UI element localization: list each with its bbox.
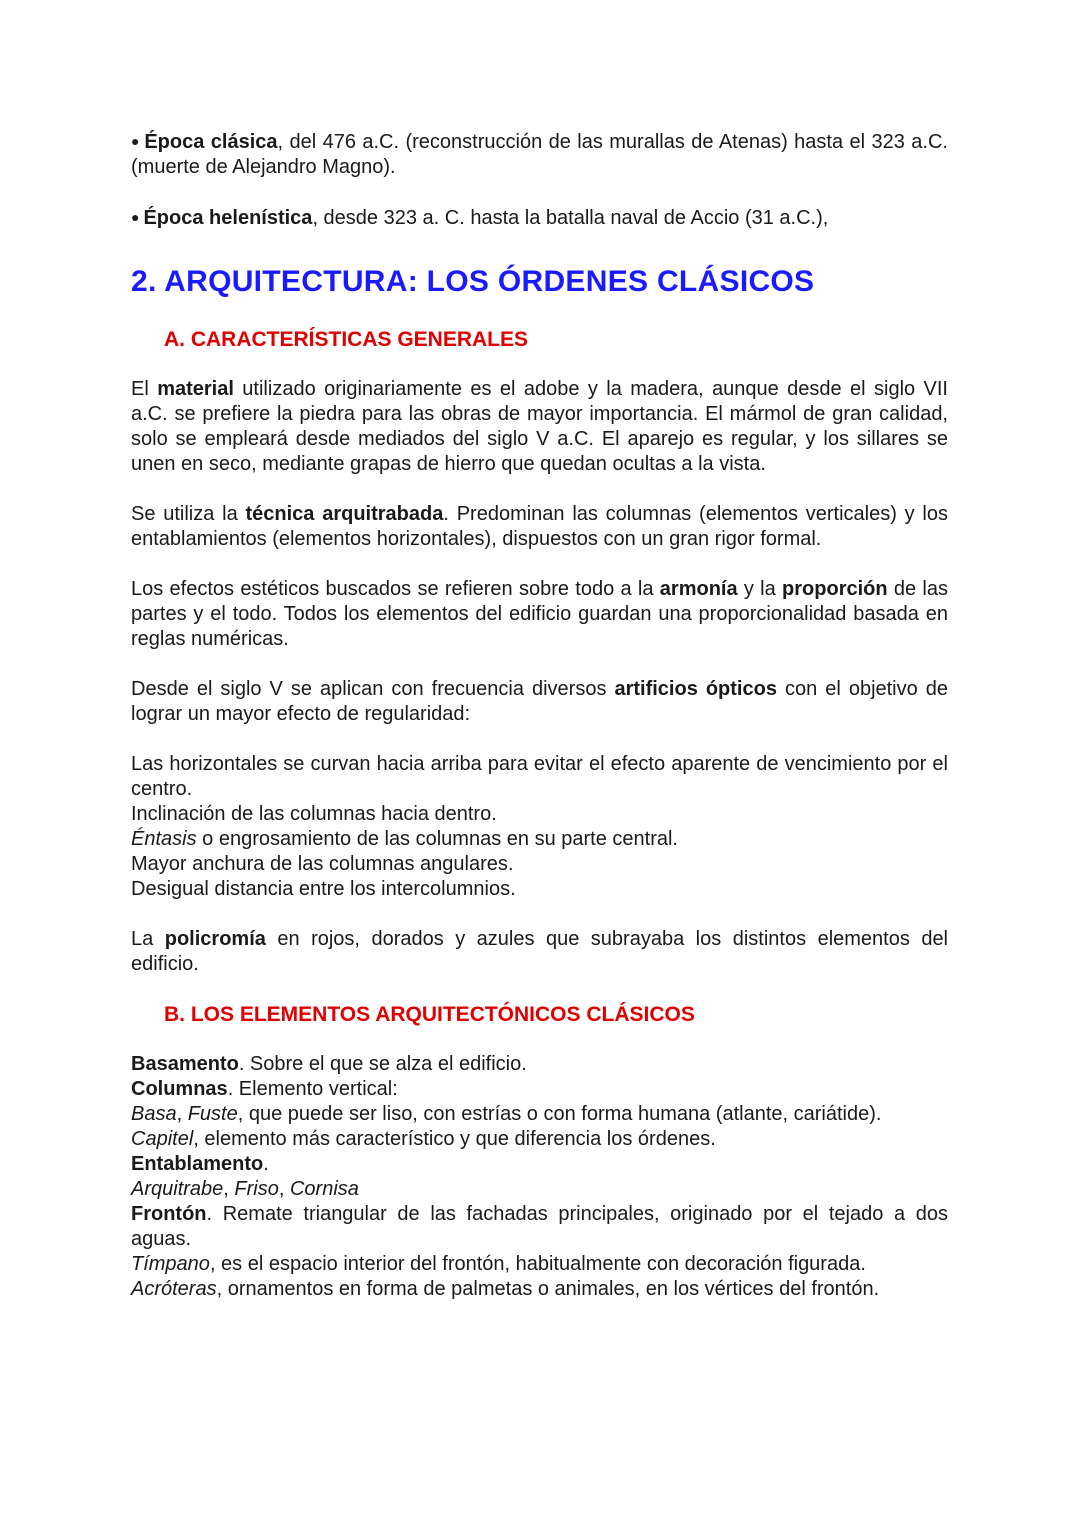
optics-item: Desigual distancia entre los intercolumnios.: [131, 878, 516, 900]
period-item: ● Época clásica, del 476 a.C. (reconstrucción de las murallas de Atenas) hasta el 323 a.C. (muerte de Alejandro Magno).: [131, 131, 948, 178]
optics-item: Las horizontales se curvan hacia arriba para evitar el efecto aparente de vencimiento por el centro.: [131, 753, 948, 800]
element-timpano: Tímpano, es el espacio interior del frontón, habitualmente con decoración figurada.: [131, 1253, 866, 1275]
paragraph-technique: Se utiliza la técnica arquitrabada. Predominan las columnas (elementos verticales) y los entablamientos (elementos horizontales), dispuestos con un gran rigor formal.: [131, 503, 949, 550]
bullet-icon: ●: [131, 133, 141, 149]
paragraph-optics: Desde el siglo V se aplican con frecuencia diversos artificios ópticos con el objetivo de lograr un mayor efecto de regularidad:: [131, 678, 949, 725]
period-item: ● Época helenística, desde 323 a. C. hasta la batalla naval de Accio (31 a.C.),: [131, 207, 829, 229]
subsection-title-b: B. LOS ELEMENTOS ARQUITECTÓNICOS CLÁSICOS: [164, 1003, 695, 1026]
element-acroteras: Acróteras, ornamentos en forma de palmetas o animales, en los vértices del frontón.: [131, 1278, 880, 1300]
element-columnas: Columnas. Elemento vertical:: [131, 1078, 398, 1100]
element-basamento: Basamento. Sobre el que se alza el edificio.: [131, 1053, 527, 1075]
subsection-title-a: A. CARACTERÍSTICAS GENERALES: [164, 328, 529, 351]
optics-item: Éntasis o engrosamiento de las columnas en su parte central.: [131, 828, 678, 850]
element-basa-fuste: Basa, Fuste, que puede ser liso, con estrías o con forma humana (atlante, cariátide).: [131, 1103, 882, 1125]
paragraph-polychromy: La policromía en rojos, dorados y azules que subrayaba los distintos elementos del edificio.: [131, 928, 949, 975]
element-entablamento: Entablamento.: [131, 1153, 269, 1175]
element-capitel: Capitel, elemento más característico y que diferencia los órdenes.: [131, 1128, 716, 1150]
element-fronton: Frontón. Remate triangular de las fachadas principales, originado por el tejado a dos aguas.: [131, 1203, 948, 1250]
section-title: 2. ARQUITECTURA: LOS ÓRDENES CLÁSICOS: [131, 265, 815, 298]
bullet-icon: ●: [131, 209, 140, 225]
paragraph-aesthetics: Los efectos estéticos buscados se refieren sobre todo a la armonía y la proporción de las partes y el todo. Todos los elementos del edificio guardan una proporcionalidad basada en reglas numéricas.: [131, 578, 948, 650]
element-entablamento-parts: Arquitrabe, Friso, Cornisa: [131, 1178, 359, 1200]
optics-item: Inclinación de las columnas hacia dentro.: [131, 803, 497, 825]
paragraph-material: El material utilizado originariamente es el adobe y la madera, aunque desde el siglo VII a.C. se prefiere la piedra para las obras de mayor importancia. El mármol de gran calidad, solo se empleará desde mediados del siglo V a.C. El aparejo es regular, y los sillares se unen en seco, mediante grapas de hierro que quedan ocultas a la vista.: [131, 378, 948, 475]
document-page: [131, 129, 948, 1302]
optics-item: Mayor anchura de las columnas angulares.: [131, 853, 514, 875]
